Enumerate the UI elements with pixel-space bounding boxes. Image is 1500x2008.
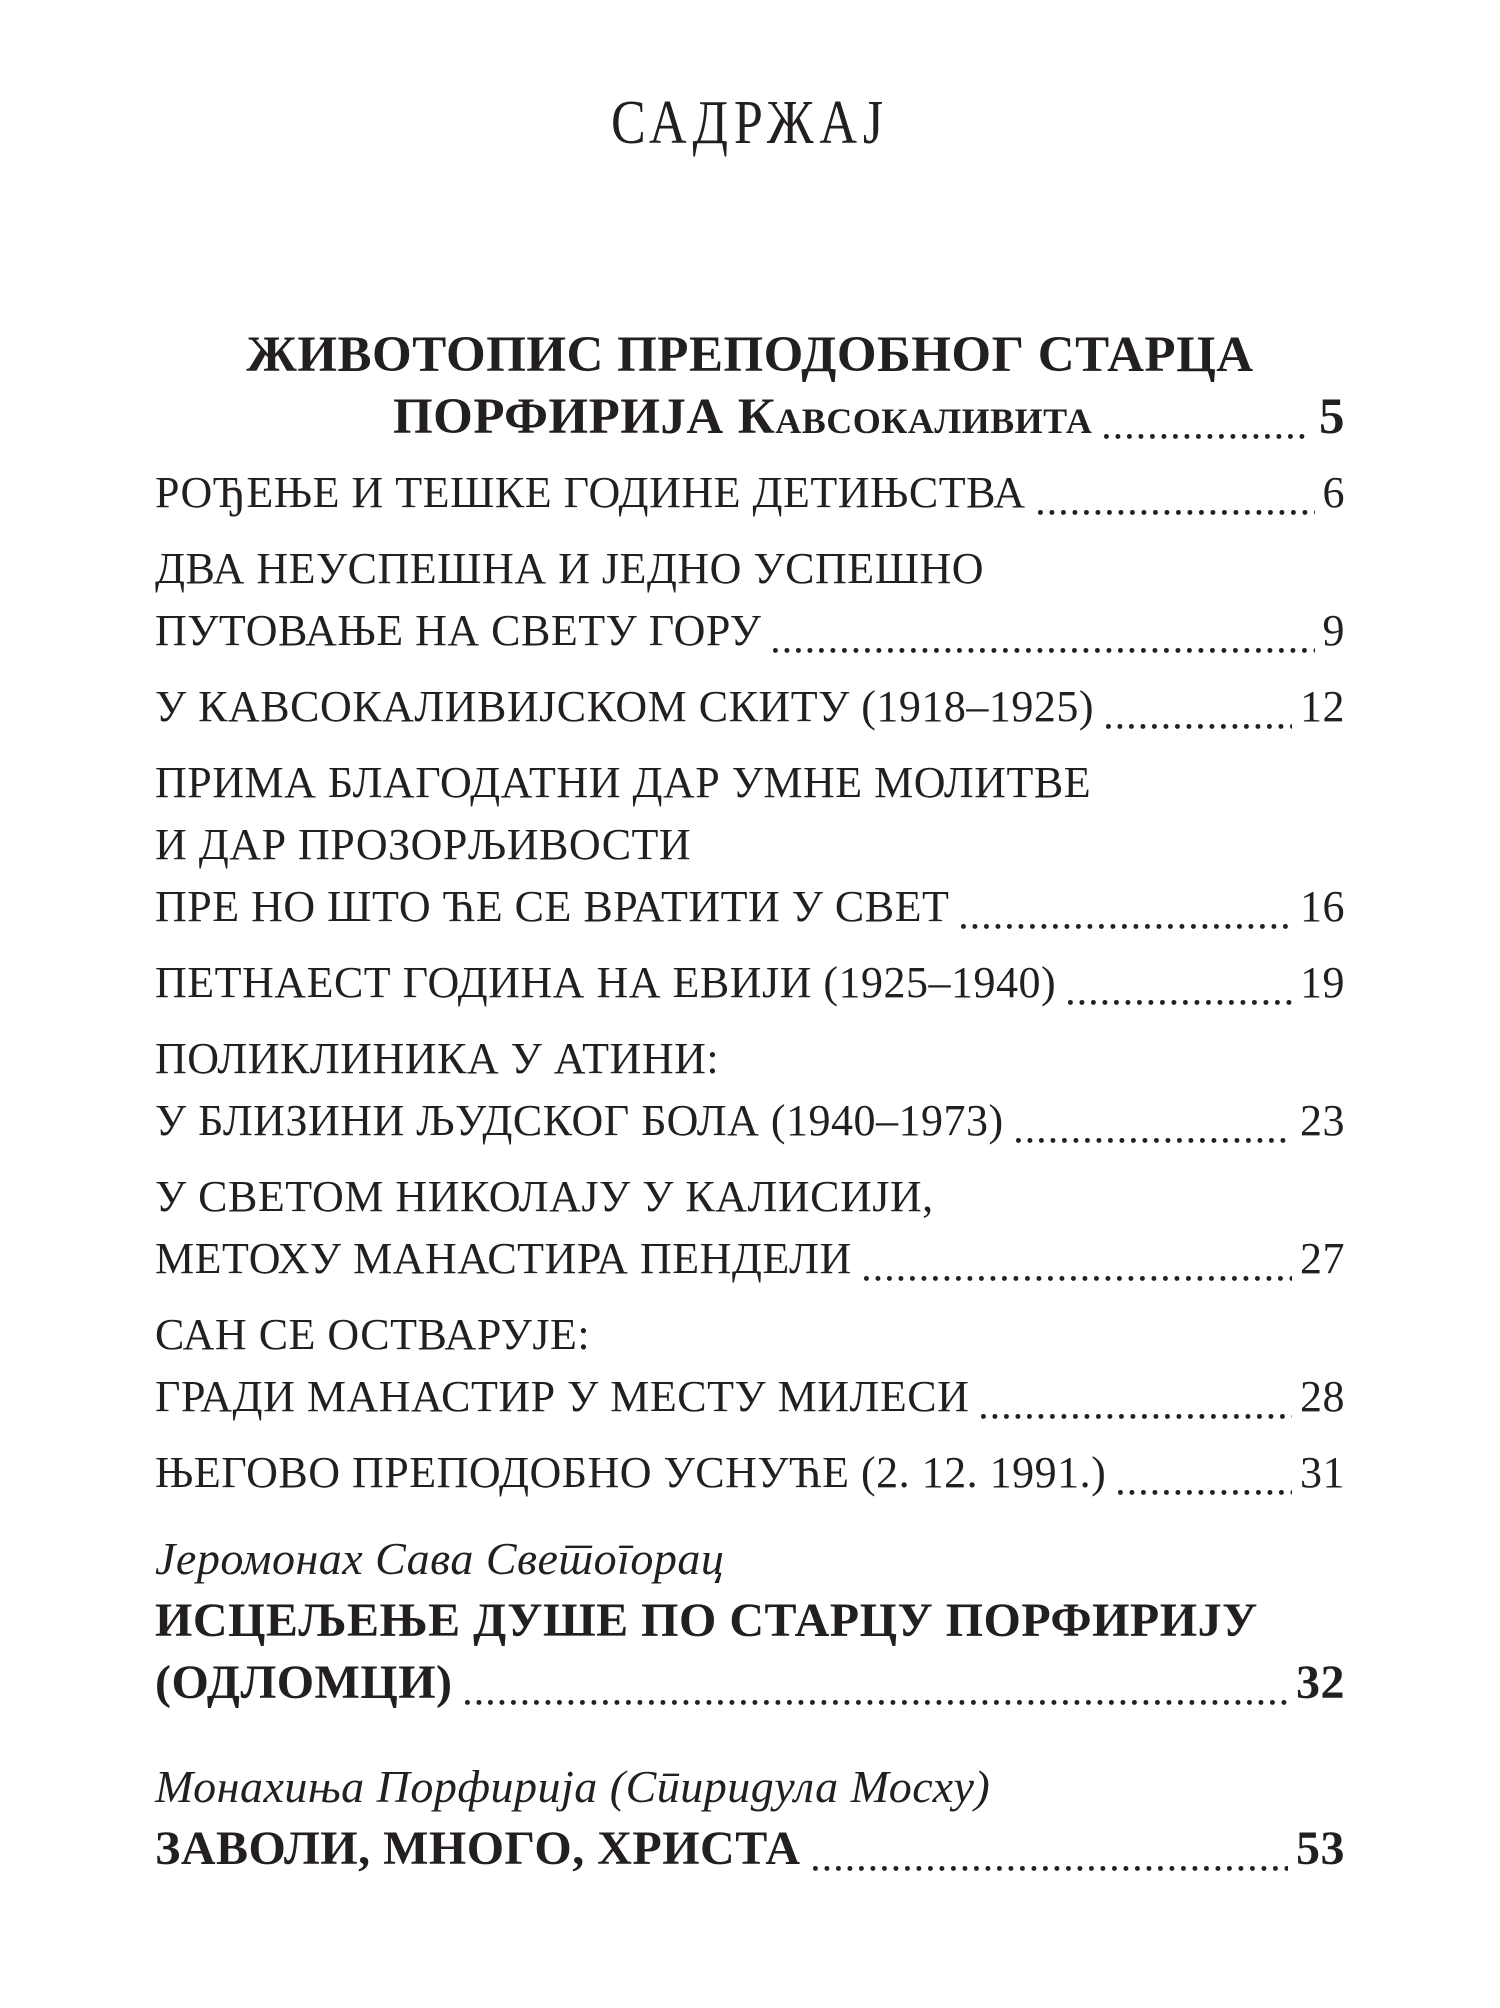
- toc-entry: [155, 752, 1345, 938]
- dot-leader: [1104, 434, 1311, 439]
- toc-chapter-heading: [155, 324, 1345, 448]
- dot-leader: [465, 1700, 1288, 1705]
- toc-entry-row: [155, 1228, 1345, 1290]
- toc-entry: [155, 676, 1345, 738]
- toc-entry-row: [155, 1090, 1345, 1152]
- page-number: 53: [1296, 1822, 1345, 1875]
- toc-entry: [155, 462, 1345, 524]
- toc-chapter-label: ПОРФИРИЈА: [393, 389, 724, 445]
- page-number: 12: [1300, 682, 1345, 731]
- toc-chapter-line: ЖИВОТОПИС ПРЕПОДОБНОГ СТАРЦА: [246, 327, 1254, 383]
- page-number: 28: [1300, 1372, 1345, 1421]
- toc-entry-label: ПУТОВАЊЕ НА СВЕТУ ГОРУ: [155, 606, 762, 655]
- toc-entry: [155, 1166, 1345, 1290]
- toc-entry: [155, 1442, 1345, 1504]
- toc-entry-label: (ОДЛОМЦИ): [155, 1656, 453, 1709]
- toc-entry-label: И ДАР ПРОЗОРЉИВОСТИ: [155, 820, 692, 869]
- page-number: 23: [1300, 1096, 1345, 1145]
- toc-chapter-line: [155, 386, 1345, 448]
- toc-entry-label: У СВЕТОМ НИКОЛАЈУ У КАЛИСИЈИ,: [155, 1172, 934, 1221]
- toc-entry-row: [155, 676, 1345, 738]
- toc-entry-row: [155, 1652, 1345, 1714]
- dot-leader: [1016, 1138, 1292, 1143]
- toc-entry-label: ИСЦЕЉЕЊЕ ДУШЕ ПО СТАРЦУ ПОРФИРИЈУ: [155, 1594, 1258, 1647]
- toc-entry-label: ПРЕ НО ШТО ЋЕ СЕ ВРАТИТИ У СВЕТ: [155, 882, 950, 931]
- toc-entry-label: САН СЕ ОСТВАРУЈЕ:: [155, 1310, 591, 1359]
- page-title: САДРЖАЈ: [610, 89, 890, 157]
- dot-leader: [1068, 1000, 1292, 1005]
- toc-entry-label: ПЕТНАЕСТ ГОДИНА НА ЕВИЈИ (1925–1940): [155, 958, 1057, 1007]
- toc-entry-label: ДВА НЕУСПЕШНА И ЈЕДНО УСПЕШНО: [155, 544, 985, 593]
- toc-work-entry: [155, 1756, 1345, 1880]
- dot-leader: [864, 1276, 1292, 1281]
- toc-entry-label: РОЂЕЊЕ И ТЕШКЕ ГОДИНЕ ДЕТИЊСТВА: [155, 468, 1026, 517]
- page-number: 19: [1300, 958, 1345, 1007]
- toc-entry-label: У КАВСОКАЛИВИЈСКОМ СКИТУ (1918–1925): [155, 682, 1095, 731]
- toc-entry: [155, 1304, 1345, 1428]
- page-number: 5: [1319, 389, 1345, 445]
- toc-entry-row: [155, 600, 1345, 662]
- dot-leader: [961, 924, 1292, 929]
- toc-entry-label: У БЛИЗИНИ ЉУДСКОГ БОЛА (1940–1973): [155, 1096, 1004, 1145]
- dot-leader: [1038, 510, 1315, 515]
- toc-entry-label: ПОЛИКЛИНИКА У АТИНИ:: [155, 1034, 720, 1083]
- page-number: 27: [1300, 1234, 1345, 1283]
- author-line: Јеромонах Сава Светогорац: [155, 1533, 725, 1584]
- toc-entry-row: [155, 1366, 1345, 1428]
- dot-leader: [773, 648, 1314, 653]
- toc-entry-label: ЊЕГОВО ПРЕПОДОБНО УСНУЋЕ (2. 12. 1991.): [155, 1448, 1107, 1497]
- dot-leader: [1118, 1490, 1292, 1495]
- toc-chapter-label-name: Кавсокаливита: [737, 389, 1093, 445]
- toc-entry-row: [155, 952, 1345, 1014]
- dot-leader: [981, 1414, 1292, 1419]
- toc-entry-label: ГРАДИ МАНАСТИР У МЕСТУ МИЛЕСИ: [155, 1372, 970, 1421]
- toc-entry-label: ЗАВОЛИ, МНОГО, ХРИСТА: [155, 1822, 801, 1875]
- page-number: 31: [1300, 1448, 1345, 1497]
- dot-leader: [1106, 724, 1292, 729]
- toc-entry-row: [155, 462, 1345, 524]
- dot-leader: [813, 1866, 1289, 1871]
- toc-work-entry: [155, 1528, 1345, 1714]
- page-number: 16: [1300, 882, 1345, 931]
- toc-entry-row: [155, 1442, 1345, 1504]
- toc-entry: [155, 952, 1345, 1014]
- toc-entry-label: ПРИМА БЛАГОДАТНИ ДАР УМНЕ МОЛИТВЕ: [155, 758, 1092, 807]
- toc-entry-label: МЕТОХУ МАНАСТИРА ПЕНДЕЛИ: [155, 1234, 852, 1283]
- toc-entry-row: [155, 876, 1345, 938]
- toc-entry-row: [155, 1818, 1345, 1880]
- page-number: 6: [1322, 468, 1345, 517]
- author-line: Монахиња Порфирија (Спиридула Мосху): [155, 1761, 991, 1812]
- page-number: 32: [1296, 1656, 1345, 1709]
- page-number: 9: [1322, 606, 1345, 655]
- toc-entry: [155, 538, 1345, 662]
- toc-entry: [155, 1028, 1345, 1152]
